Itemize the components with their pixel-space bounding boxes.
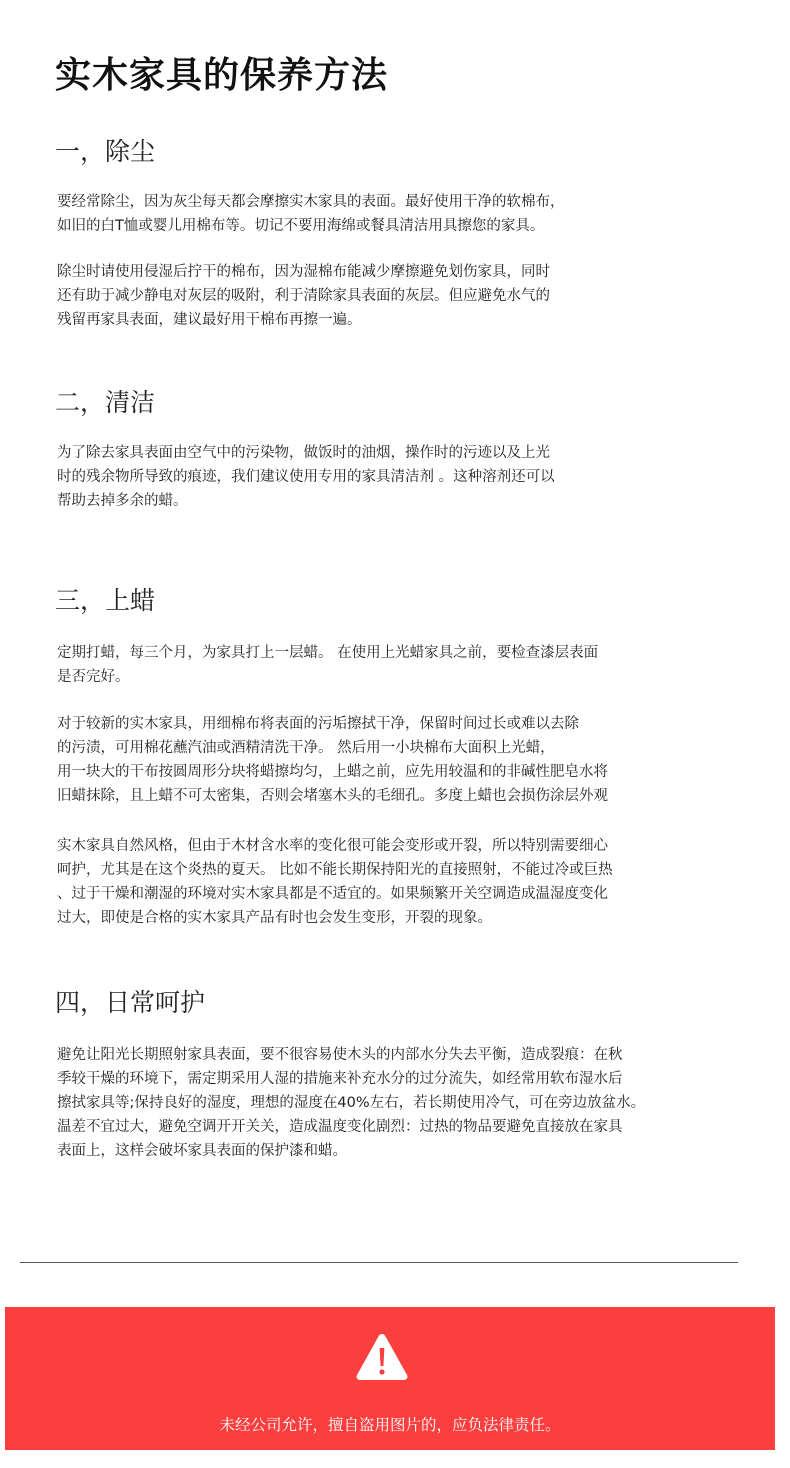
- text-line: 定期打蜡，每三个月，为家具打上一层蜡。 在使用上光蜡家具之前，要检查漆层表面: [57, 645, 599, 661]
- paragraph: [57, 834, 613, 930]
- section-heading-dust: 一，除尘: [55, 137, 156, 166]
- paragraph: [57, 190, 565, 238]
- text-line: 除尘时请使用侵湿后拧干的棉布，因为湿棉布能减少摩擦避免划伤家具，同时: [57, 264, 550, 280]
- text-line: 擦拭家具等;保持良好的湿度，理想的湿度在40%左右，若长期使用冷气，可在旁边放盆水。: [57, 1095, 646, 1111]
- copyright-notice-banner: [5, 1307, 775, 1450]
- section-heading-wax: 三，上蜡: [55, 586, 156, 615]
- divider: [20, 1262, 738, 1263]
- text-line: 的污渍，可用棉花蘸汽油或酒精清洗干净。 然后用一小块棉布大面积上光蜡，: [57, 740, 555, 756]
- copyright-notice-text: 未经公司允许，擅自盗用图片的，应负法律责任。: [219, 1416, 561, 1434]
- page-title: 实木家具的保养方法: [55, 55, 389, 96]
- section-heading-clean: 二，清洁: [55, 388, 156, 417]
- text-line: 要经常除尘，因为灰尘每天都会摩擦实木家具的表面。最好使用干净的软棉布，: [57, 194, 565, 210]
- text-line: 避免让阳光长期照射家具表面，要不很容易使木头的内部水分失去平衡，造成裂痕：在秋: [57, 1047, 623, 1063]
- paragraph: [57, 441, 555, 513]
- text-line: 用一块大的干布按圆周形分块将蜡擦均匀，上蜡之前，应先用较温和的非碱性肥皂水将: [57, 764, 608, 780]
- text-line: 还有助于减少静电对灰层的吸附，利于清除家具表面的灰层。但应避免水气的: [57, 288, 550, 304]
- paragraph: [57, 712, 608, 808]
- text-line: 表面上，这样会破坏家具表面的保护漆和蜡。: [57, 1143, 347, 1159]
- paragraph: [57, 1043, 645, 1163]
- text-line: 时的残余物所导致的痕迹，我们建议使用专用的家具清洁剂 。这种溶剂还可以: [57, 469, 555, 485]
- paragraph: [57, 641, 598, 689]
- text-line: 帮助去掉多余的蜡。: [57, 493, 188, 509]
- paragraph: [57, 260, 550, 332]
- text-line: 如旧的白T恤或婴儿用棉布等。切记不要用海绵或餐具清洁用具擦您的家具。: [57, 218, 545, 234]
- text-line: 、过于干燥和潮湿的环境对实木家具都是不适宜的。如果频繁开关空调造成温湿度变化: [57, 886, 608, 902]
- text-line: 旧蜡抹除，且上蜡不可太密集，否则会堵塞木头的毛细孔。多度上蜡也会损伤涂层外观: [57, 788, 608, 804]
- text-line: 季较干燥的环境下，需定期采用人湿的措施来补充水分的过分流失，如经常用软布湿水后: [57, 1071, 623, 1087]
- text-line: 温差不宜过大，避免空调开开关关，造成温度变化剧烈：过热的物品要避免直接放在家具: [57, 1119, 623, 1135]
- text-line: 实木家具自然风格，但由于木材含水率的变化很可能会变形或开裂，所以特别需要细心: [57, 838, 608, 854]
- text-line: 残留再家具表面，建议最好用干棉布再擦一遍。: [57, 312, 362, 328]
- text-line: 呵护，尤其是在这个炎热的夏天。 比如不能长期保持阳光的直接照射，不能过冷或巨热: [57, 862, 613, 878]
- text-line: 对于较新的实木家具，用细棉布将表面的污垢擦拭干净，保留时间过长或难以去除: [57, 716, 579, 732]
- text-line: 为了除去家具表面由空气中的污染物，做饭时的油烟，操作时的污迹以及上光: [57, 445, 550, 461]
- text-line: 过大，即使是合格的实木家具产品有时也会发生变形，开裂的现象。: [57, 910, 492, 926]
- text-line: 是否完好。: [57, 669, 130, 685]
- warning-icon: [355, 1332, 409, 1382]
- section-heading-daily-care: 四，日常呵护: [55, 988, 206, 1017]
